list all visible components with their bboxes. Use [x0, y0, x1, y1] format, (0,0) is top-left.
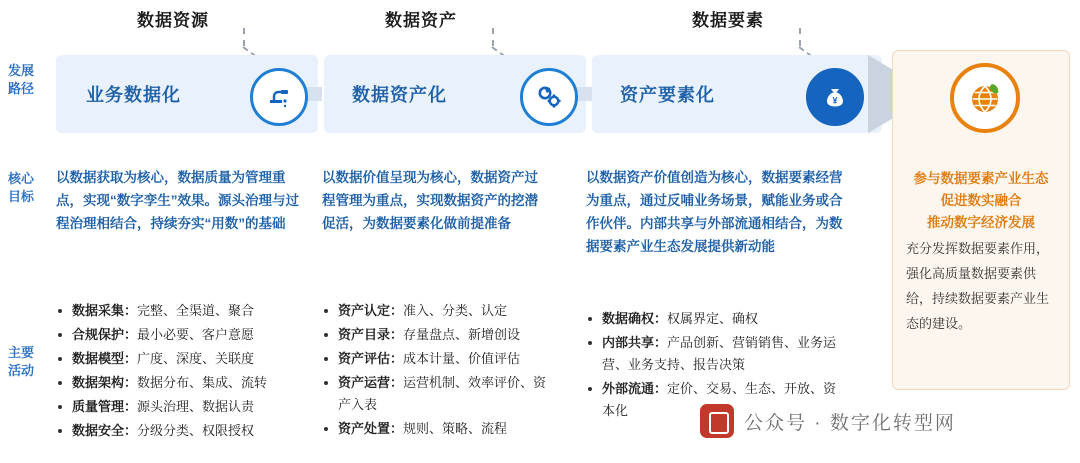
list-item-text: 存量盘点、新增创设 — [403, 327, 521, 342]
list-item-term: 内部共享： — [602, 335, 668, 350]
axis-label-path-line1: 发展 — [8, 63, 35, 78]
list-item-text: 最小必要、客户意愿 — [137, 327, 255, 342]
stage-title-3: 资产要素化 — [620, 85, 715, 105]
list-item-text: 定价、交易、生态、开放、资本化 — [602, 381, 837, 418]
globe-leaf-icon — [950, 63, 1020, 133]
callout-connector-3a — [799, 28, 801, 46]
axis-label-path — [8, 62, 34, 98]
goal-text-3: 以数据资产价值创造为核心，数据要素经营为重点，通过反哺业务场景，赋能业务或合作伙伴。内部共享与外部流通相结合，为数据要素产业生态发展提供新动能 — [586, 170, 843, 254]
activity-list-2 — [322, 300, 550, 442]
callout-connector-1a — [243, 28, 245, 46]
list-item-term: 资产处置： — [338, 421, 404, 436]
list-item — [322, 348, 550, 370]
axis-label-core — [8, 170, 34, 206]
list-item — [56, 396, 308, 418]
list-item-text: 准入、分类、认定 — [403, 303, 508, 318]
stage-title-2: 数据资产化 — [352, 85, 447, 105]
list-item — [322, 324, 550, 346]
list-item-term: 数据确权： — [602, 311, 668, 326]
list-item-text: 广度、深度、关联度 — [137, 351, 255, 366]
list-item-text: 完整、全渠道、聚合 — [137, 303, 255, 318]
outcome-heading — [900, 168, 1062, 234]
outcome-heading-line3: 推动数字经济发展 — [927, 215, 1035, 230]
axis-label-core-line1: 核心 — [8, 171, 35, 186]
list-item-text: 规则、策略、流程 — [403, 421, 508, 436]
list-item-term: 合规保护： — [72, 327, 138, 342]
gears-icon — [520, 68, 578, 126]
list-item-text: 数据分布、集成、流转 — [137, 375, 268, 390]
outcome-heading-line2: 促进数实融合 — [940, 193, 1022, 208]
list-item — [322, 418, 550, 440]
watermark — [700, 404, 956, 438]
list-item — [56, 372, 308, 394]
list-item — [586, 308, 842, 330]
list-item — [586, 332, 842, 376]
axis-label-activities-line1: 主要 — [8, 345, 35, 360]
outcome-heading-line1: 参与数据要素产业生态 — [913, 171, 1049, 186]
list-item-term: 数据模型： — [72, 351, 138, 366]
list-item-text: 产品创新、营销销售、业务运营、业务支持、报告决策 — [602, 335, 837, 372]
list-item-term: 资产运营： — [338, 375, 404, 390]
axis-label-activities-line2: 活动 — [8, 363, 35, 378]
list-item — [56, 300, 308, 322]
stage-band — [56, 55, 946, 133]
goal-text-1: 以数据获取为核心，数据质量为管理重点，实现“数字孪生”效果。源头治理与过程治理相结合，持续夯实“用数”的基础 — [56, 170, 299, 231]
list-item — [56, 420, 308, 442]
outcome-body: 充分发挥数据要素作用，强化高质量数据要素供给，持续数据要素产业生态的建设。 — [906, 241, 1050, 331]
list-item-text: 源头治理、数据认责 — [137, 399, 255, 414]
list-item-term: 数据架构： — [72, 375, 138, 390]
axis-label-path-line2: 路径 — [8, 81, 35, 96]
list-item-text: 权属界定、确权 — [667, 311, 759, 326]
callout-connector-2a — [492, 28, 494, 46]
list-item — [322, 372, 550, 416]
faucet-icon — [250, 68, 308, 126]
money-bag-icon — [806, 68, 864, 126]
list-item — [322, 300, 550, 322]
callout-label-1: 数据资源 — [137, 11, 209, 30]
callout-label-3: 数据要素 — [692, 11, 764, 30]
axis-label-activities — [8, 344, 34, 380]
axis-label-core-line2: 目标 — [8, 189, 35, 204]
list-item — [56, 348, 308, 370]
list-item-text: 分级分类、权限授权 — [137, 423, 255, 438]
svg-text:¥: ¥ — [832, 95, 838, 106]
wechat-logo-icon — [700, 404, 734, 438]
activity-list-1 — [56, 300, 308, 444]
list-item — [56, 324, 308, 346]
list-item-term: 资产认定： — [338, 303, 404, 318]
stage-title-1: 业务数据化 — [86, 85, 181, 105]
list-item-text: 成本计量、价值评估 — [403, 351, 521, 366]
goal-text-2: 以数据价值呈现为核心，数据资产过程管理为重点，实现数据资产的挖潜促活，为数据要素化做前提准备 — [322, 170, 538, 231]
list-item-term: 资产评估： — [338, 351, 404, 366]
list-item-term: 数据采集： — [72, 303, 138, 318]
list-item-text: 运营机制、效率评价、资产入表 — [338, 375, 547, 412]
list-item-term: 资产目录： — [338, 327, 404, 342]
list-item-term: 数据安全： — [72, 423, 138, 438]
watermark-text: 公众号 · 数字化转型网 — [744, 412, 956, 434]
callout-label-2: 数据资产 — [385, 11, 457, 30]
list-item-term: 质量管理： — [72, 399, 138, 414]
list-item-term: 外部流通： — [602, 381, 668, 396]
